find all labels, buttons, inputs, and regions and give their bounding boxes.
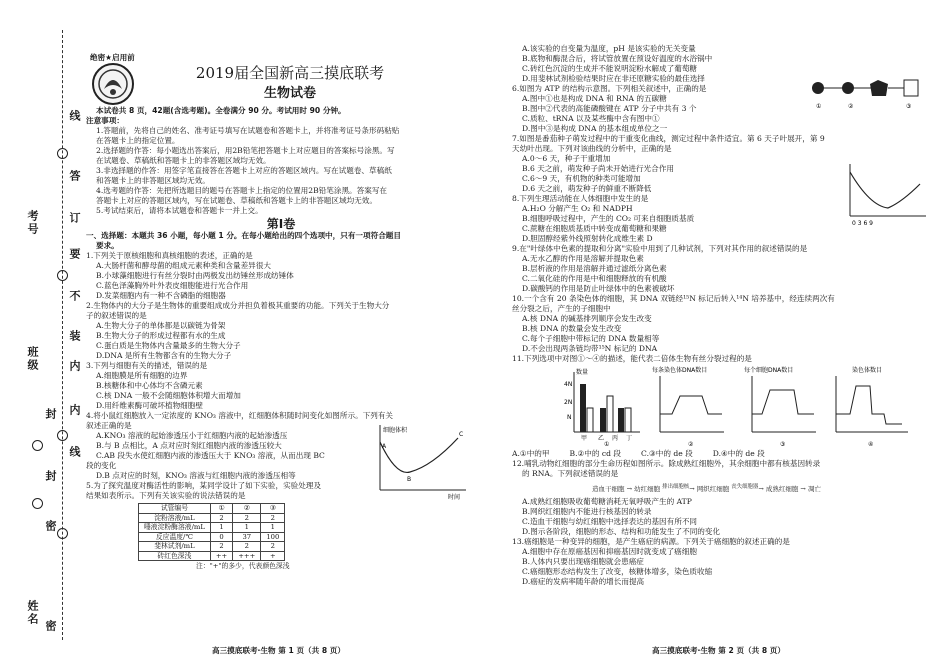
- secret-mark: 绝密★启用前: [90, 53, 135, 62]
- text-line: A.无水乙醇的作用是溶解并提取色素: [522, 254, 644, 263]
- table-cell: +++: [233, 551, 261, 561]
- text-line: C.每个子细胞中带标记的 DNA 数量相等: [522, 334, 660, 343]
- q11-c3-title: 每个细胞DNA数目: [744, 367, 794, 374]
- text-line: B.底物和酶混合后，将试管放置在预设好温度的水浴锅中: [522, 54, 713, 63]
- q11-option: C.③中的 de 段: [641, 449, 693, 458]
- text-line: D.用斐林试剂检验结果时应在非还原糖实验的最佳选择: [522, 74, 705, 83]
- seal-word: 答: [68, 170, 81, 183]
- q5-table: [138, 503, 285, 561]
- seal-word: 内: [68, 360, 81, 373]
- q11-options: [512, 449, 932, 459]
- q11-cat: 丁: [626, 435, 633, 442]
- q4-figure: [370, 420, 470, 500]
- seal-word: 封: [44, 470, 57, 483]
- text-line: A.核 DNA 的碱基排列顺序会发生改变: [522, 314, 652, 323]
- q11-bar: [587, 408, 593, 432]
- table-cell: 100: [261, 532, 285, 542]
- table-cell: ②: [233, 504, 261, 514]
- exam-title: 2019届全国新高三摸底联考: [195, 64, 385, 82]
- svg-text:4N: 4N: [564, 381, 573, 388]
- text-line: 8.下列生理活动能在人体细胞中发生的是: [512, 194, 649, 203]
- text-line: B.与 B 点相比，A 点对应时刻红细胞内液的渗透压较大: [96, 441, 282, 450]
- table-cell: 唾液淀粉酶溶液/mL: [139, 523, 211, 533]
- binding-circle: [57, 270, 68, 281]
- text-line: 结果如表所示。下列有关该实验的说法错误的是: [86, 491, 246, 500]
- q11-option: B.②中的 cd 段: [569, 449, 622, 458]
- text-line: D.癌症的发病率随年龄的增长而提高: [522, 577, 645, 587]
- text-line: B.层析液的作用是溶解并通过滤纸分离色素: [522, 264, 667, 273]
- table-row: [139, 523, 285, 533]
- footer-left: 高三摸底联考·生物 第 1 页（共 8 页）: [212, 646, 345, 655]
- candidate-number-label: 考号: [26, 210, 39, 236]
- table-row: [139, 542, 285, 552]
- table-cell: 2: [210, 542, 232, 552]
- q11-figure: [512, 364, 932, 446]
- text-line: 和答题卡上的非答题区域均无效。: [96, 176, 210, 185]
- table-cell: ++: [210, 551, 232, 561]
- table-cell: 0: [210, 532, 232, 542]
- text-line: 11.下列选项中对图①～④的描述，能代表二倍体生物有丝分裂过程的是: [512, 354, 752, 363]
- text-line: A.KNO₃ 溶液的起始渗透压小于红细胞内液的起始渗透压: [96, 431, 288, 440]
- text-line: 段的变化: [86, 461, 117, 470]
- table-cell: 2: [233, 542, 261, 552]
- text-line: A.生物大分子的单体都是以碳链为骨架: [96, 321, 226, 330]
- text-line: A.0～6 天，种子干重增加: [522, 154, 611, 163]
- svg-text:2N: 2N: [564, 399, 573, 406]
- text-line: 答题卡上对应的答题区域内，写在试题卷、草稿纸和答题卡上的非答题区域均无效。: [96, 196, 377, 205]
- q11-option: D.④中的 de 段: [712, 449, 765, 458]
- table-cell: 砖红色深浅: [139, 551, 211, 561]
- q11-bar: [600, 408, 606, 432]
- seal-word: 密: [44, 520, 57, 533]
- notes-list: [86, 126, 476, 216]
- part1-heading-cont: 要求。: [96, 241, 119, 250]
- text-line: D.碳酸钙的作用是防止叶绿体中的色素被破坏: [522, 284, 675, 293]
- table-cell: 试管编号: [139, 504, 211, 514]
- text-line: D.用纤维素酶可破坏植物细胞壁: [96, 401, 203, 410]
- text-line: D.胆固醇经紫外线照射转化成维生素 D: [522, 234, 653, 243]
- seal-dashed-line: [62, 30, 63, 640]
- text-line: 9.在"叶绿体中色素的提取和分离"实验中用到了几种试剂，下列对其作用的叙述错误的是: [512, 244, 808, 253]
- seal-word: 装: [68, 330, 81, 343]
- q11-cat: 丙: [612, 435, 619, 442]
- binding-circle: [57, 430, 68, 441]
- binding-circle: [32, 498, 43, 509]
- q11-c4-title: 染色体数目: [852, 367, 883, 374]
- binding-circle: [57, 528, 68, 539]
- seal-word: 线: [68, 446, 81, 459]
- text-line: C.质粒、tRNA 以及某些酶中含有图中①: [522, 114, 660, 123]
- text-line: A.图中①也是构成 DNA 和 RNA 的五碳糖: [522, 94, 667, 103]
- table-cell: ③: [261, 504, 285, 514]
- text-line: 叙述正确的是: [86, 421, 132, 430]
- text-line: 2.选择题的作答：每小题选出答案后，用2B铅笔把答题卡上对应题目的答案标号涂黑。写: [96, 146, 395, 155]
- text-line: C.癌细胞形态结构发生了改变，核糖体增多，染色质收缩: [522, 567, 713, 577]
- text-line: 2.生物体内的大分子是生物体的重要组成成分并担负着极其重要的功能。下列关于生物大分: [86, 301, 390, 310]
- text-line: C.蔗糖在细胞质基质中转变成葡萄糖和果糖: [522, 224, 667, 233]
- q11-bar: [607, 396, 613, 432]
- table-row: [139, 504, 285, 514]
- text-line: 5.考试结束后，请将本试题卷和答题卡一并上交。: [96, 206, 263, 215]
- name-label: 姓名: [26, 600, 39, 626]
- q11-cat: 乙: [598, 435, 605, 442]
- text-line: 3.非选择题的作答：用签字笔直接答在答题卡上对应的答题区域内。写在试题卷、草稿纸: [96, 166, 392, 175]
- text-line: 4.选考题的作答：先把所选题目的题号在答题卡上指定的位置用2B铅笔涂黑。答案写在: [96, 186, 388, 195]
- seal-word: 封: [44, 408, 57, 421]
- table-cell: 2: [261, 513, 285, 523]
- table-cell: 斐林试剂/mL: [139, 542, 211, 552]
- text-line: B.细胞呼吸过程中，产生的 CO₂ 可来自细胞质基质: [522, 214, 695, 223]
- text-line: C.二氧化硅的作用是中和细胞释放的有机酸: [522, 274, 667, 283]
- svg-text:N: N: [567, 414, 572, 421]
- exam-subtitle: 生物试卷: [263, 86, 316, 101]
- table-cell: 1: [210, 523, 232, 533]
- table-cell: 37: [233, 532, 261, 542]
- seal-word: 内: [68, 404, 81, 417]
- left-column: [86, 44, 476, 644]
- text-line: A.成熟红细胞吸收葡萄糖消耗无氧呼吸产生的 ATP: [522, 497, 692, 507]
- text-line: B.人体内只要出现癌细胞就会患癌症: [522, 557, 644, 567]
- class-label: 班级: [26, 346, 39, 372]
- text-line: 子的叙述错误的是: [86, 311, 147, 320]
- q11-caption: ②: [688, 441, 694, 446]
- text-line: C.砖红色沉淀的生成并不能说明淀粉水解成了葡萄糖: [522, 64, 698, 73]
- text-line: 7.如图是番茄种子萌发过程中的干重变化曲线，测定过程中条件适宜。第 6 天子叶展开，第 9: [512, 134, 825, 143]
- text-line: C.蓝色泽藻胸外叶外表皮细胞能进行光合作用: [96, 281, 249, 290]
- q12-chain: 造血干细胞 → 幼红细胞 $^{排出细胞核}$→ 网织红细胞 $^{丧失细胞器}$→ 成熟红细胞 → 凋亡: [592, 484, 821, 494]
- table-row: [139, 551, 285, 561]
- q11-caption: ④: [868, 441, 874, 446]
- text-line: 13.癌细胞是一种变异的细胞，是产生癌症的病源。下列关于癌细胞的叙述正确的是: [512, 537, 790, 547]
- text-line: 10.一个含有 20 条染色体的细胞，其 DNA 双链经¹⁵N 标记后转入¹⁴N 培养基中，经连续两次有: [512, 294, 835, 303]
- seal-word: 不: [68, 290, 81, 303]
- table-row: [139, 513, 285, 523]
- table-cell: +: [261, 551, 285, 561]
- text-line: 1.答题前，先将自己的姓名、准考证号填写在试题卷和答题卡上，并将准考证号条形码粘贴: [96, 126, 400, 135]
- q7-dryweight-figure: [836, 160, 931, 228]
- text-line: C.蛋白质是生物体内含量最多的生物大分子: [96, 341, 241, 350]
- text-line: A.该实验的自变量为温度，pH 是该实验的无关变量: [522, 44, 696, 53]
- notes-title: 注意事项：: [86, 116, 124, 125]
- seal-word: 订: [68, 212, 81, 225]
- q4-xlabel: 时间: [448, 494, 461, 500]
- binding-circle: [57, 148, 68, 159]
- table-row: [139, 532, 285, 542]
- text-line: 天幼叶出现。下列对该曲线的分析中，正确的是: [512, 144, 672, 153]
- text-line: 4.将小鼠红细胞放入一定浓度的 KNO₃ 溶液中，红细胞体积随时间变化如图所示。下列有关: [86, 411, 394, 420]
- q4-point-c: C: [459, 431, 464, 438]
- table-cell: 1: [233, 523, 261, 533]
- q11-bar: [625, 408, 631, 432]
- table-cell: 2: [210, 513, 232, 523]
- q11-bar: [580, 384, 586, 432]
- text-line: C.6～9 天，有机物的种类可能增加: [522, 174, 641, 183]
- q11-c1-title: 数量: [576, 369, 589, 376]
- text-line: 3.下列与细胞有关的描述，错误的是: [86, 361, 208, 370]
- text-line: D.B 点对应的时刻，KNO₃ 溶液与红细胞内液的渗透压相等: [96, 471, 296, 480]
- q12-stem: 12.哺乳动物红细胞的部分生命历程如图所示。除成熟红细胞外，其余细胞中都有核基因转录: [512, 459, 821, 468]
- svg-text:0 3 6 9: 0 3 6 9: [852, 220, 873, 227]
- table-cell: 2: [261, 542, 285, 552]
- right-column: [512, 44, 932, 644]
- seal-word: 线: [68, 110, 81, 123]
- q6-atp-figure: [808, 70, 928, 114]
- svg-text:③: ③: [906, 103, 912, 110]
- seal-word: 要: [68, 248, 81, 261]
- footer-right: 高三摸底联考·生物 第 2 页（共 8 页）: [652, 646, 785, 655]
- text-line: B.核糖体和中心体均不含磷元素: [96, 381, 203, 390]
- text-line: D.6 天之前，萌发种子的鲜重不断降低: [522, 184, 652, 193]
- text-line: A.细胞中存在原癌基因和抑癌基因时就变成了癌细胞: [522, 547, 697, 557]
- text-line: D.图示各阶段，细胞的形态、结构和功能发生了不同的变化: [522, 527, 721, 537]
- text-line: B.小球藻细胞进行有丝分裂时由两极发出纺锤丝形成纺锤体: [96, 271, 294, 280]
- text-line: 在答题卡上的指定位置。: [96, 136, 180, 145]
- q4-point-a: A: [382, 443, 387, 450]
- svg-text:②: ②: [848, 103, 854, 110]
- q11-bar: [618, 408, 624, 432]
- text-line: 5.为了探究温度对酶活性的影响，某同学设计了如下实验，实验处理及: [86, 481, 322, 490]
- q11-c2-title: 每条染色体DNA数目: [652, 367, 708, 374]
- exam-info: 本试卷共 8 页，42题(含选考题)。全卷满分 90 分。考试用时 90 分钟。: [96, 106, 346, 115]
- text-line: A.H₂O 分解产生 O₂ 和 NADPH: [522, 204, 633, 213]
- right-questions-2: [512, 497, 932, 587]
- q5-table-note: 注："+"的多少，代表颜色深浅: [196, 562, 290, 570]
- text-line: 丝分裂之后，产生的子细胞中: [512, 304, 611, 313]
- text-line: D.发菜细胞内有一种不含磷脂的细胞器: [96, 291, 226, 300]
- q11-option: A.①中的甲: [512, 449, 550, 458]
- text-line: D.图中③是构成 DNA 的基本组成单位之一: [522, 124, 668, 133]
- text-line: A.大肠杆菌和酵母菌的组成元素种类和含量差异很大: [96, 261, 271, 270]
- text-line: 1.下列关于原核细胞和真核细胞的表述，正确的是: [86, 251, 253, 260]
- text-line: C.造血干细胞与幼红细胞中选择表达的基因有所不同: [522, 517, 698, 527]
- binding-circle: [32, 440, 43, 451]
- text-line: C.核 DNA 一般不会随细胞体积增大而增加: [96, 391, 241, 400]
- text-line: B.生物大分子的形成过程都有水的生成: [96, 331, 226, 340]
- q11-caption: ①: [604, 441, 610, 446]
- text-line: B.核 DNA 的数量会发生改变: [522, 324, 622, 333]
- seal-word: 密: [44, 620, 57, 633]
- q11-caption: ③: [780, 441, 786, 446]
- table-cell: 淀粉溶液/mL: [139, 513, 211, 523]
- text-line: D.DNA 是所有生物都含有的生物大分子: [96, 351, 232, 360]
- text-line: B.网织红细胞内不能进行核基因的转录: [522, 507, 652, 517]
- text-line: D.不会出现两条链均带¹⁵N 标记的 DNA: [522, 344, 658, 353]
- part1-heading: 一、选择题：本题共 36 小题，每小题 1 分。在每小题给出的四个选项中，只有一项符合题目: [86, 231, 401, 240]
- q11-cat: 甲: [581, 435, 588, 442]
- text-line: 在试题卷、草稿纸和答题卡上的非答题区域均无效。: [96, 156, 271, 165]
- text-line: B.6 天之前，萌发种子尚未开始进行光合作用: [522, 164, 674, 173]
- q12-stem-cont: 的 RNA。下列叙述错误的是: [522, 469, 619, 478]
- svg-text:①: ①: [816, 103, 822, 110]
- q4-ylabel: 细胞体积: [383, 427, 408, 434]
- table-cell: 反应温度/℃: [139, 532, 211, 542]
- binding-strip: [0, 0, 82, 659]
- text-line: C.AB 段失水使红细胞内液的渗透压大于 KNO₃ 溶液，从而出现 BC: [96, 451, 325, 460]
- table-cell: 1: [261, 523, 285, 533]
- text-line: 6.如图为 ATP 的结构示意图。下列相关叙述中，正确的是: [512, 84, 707, 93]
- q4-point-b: B: [407, 476, 412, 483]
- text-line: B.图中②代表的高能磷酸键在 ATP 分子中共有 3 个: [522, 104, 697, 113]
- table-cell: 2: [233, 513, 261, 523]
- text-line: A.细胞膜是所有细胞的边界: [96, 371, 188, 380]
- table-cell: ①: [210, 504, 232, 514]
- section-title: 第Ⅰ卷: [266, 217, 296, 231]
